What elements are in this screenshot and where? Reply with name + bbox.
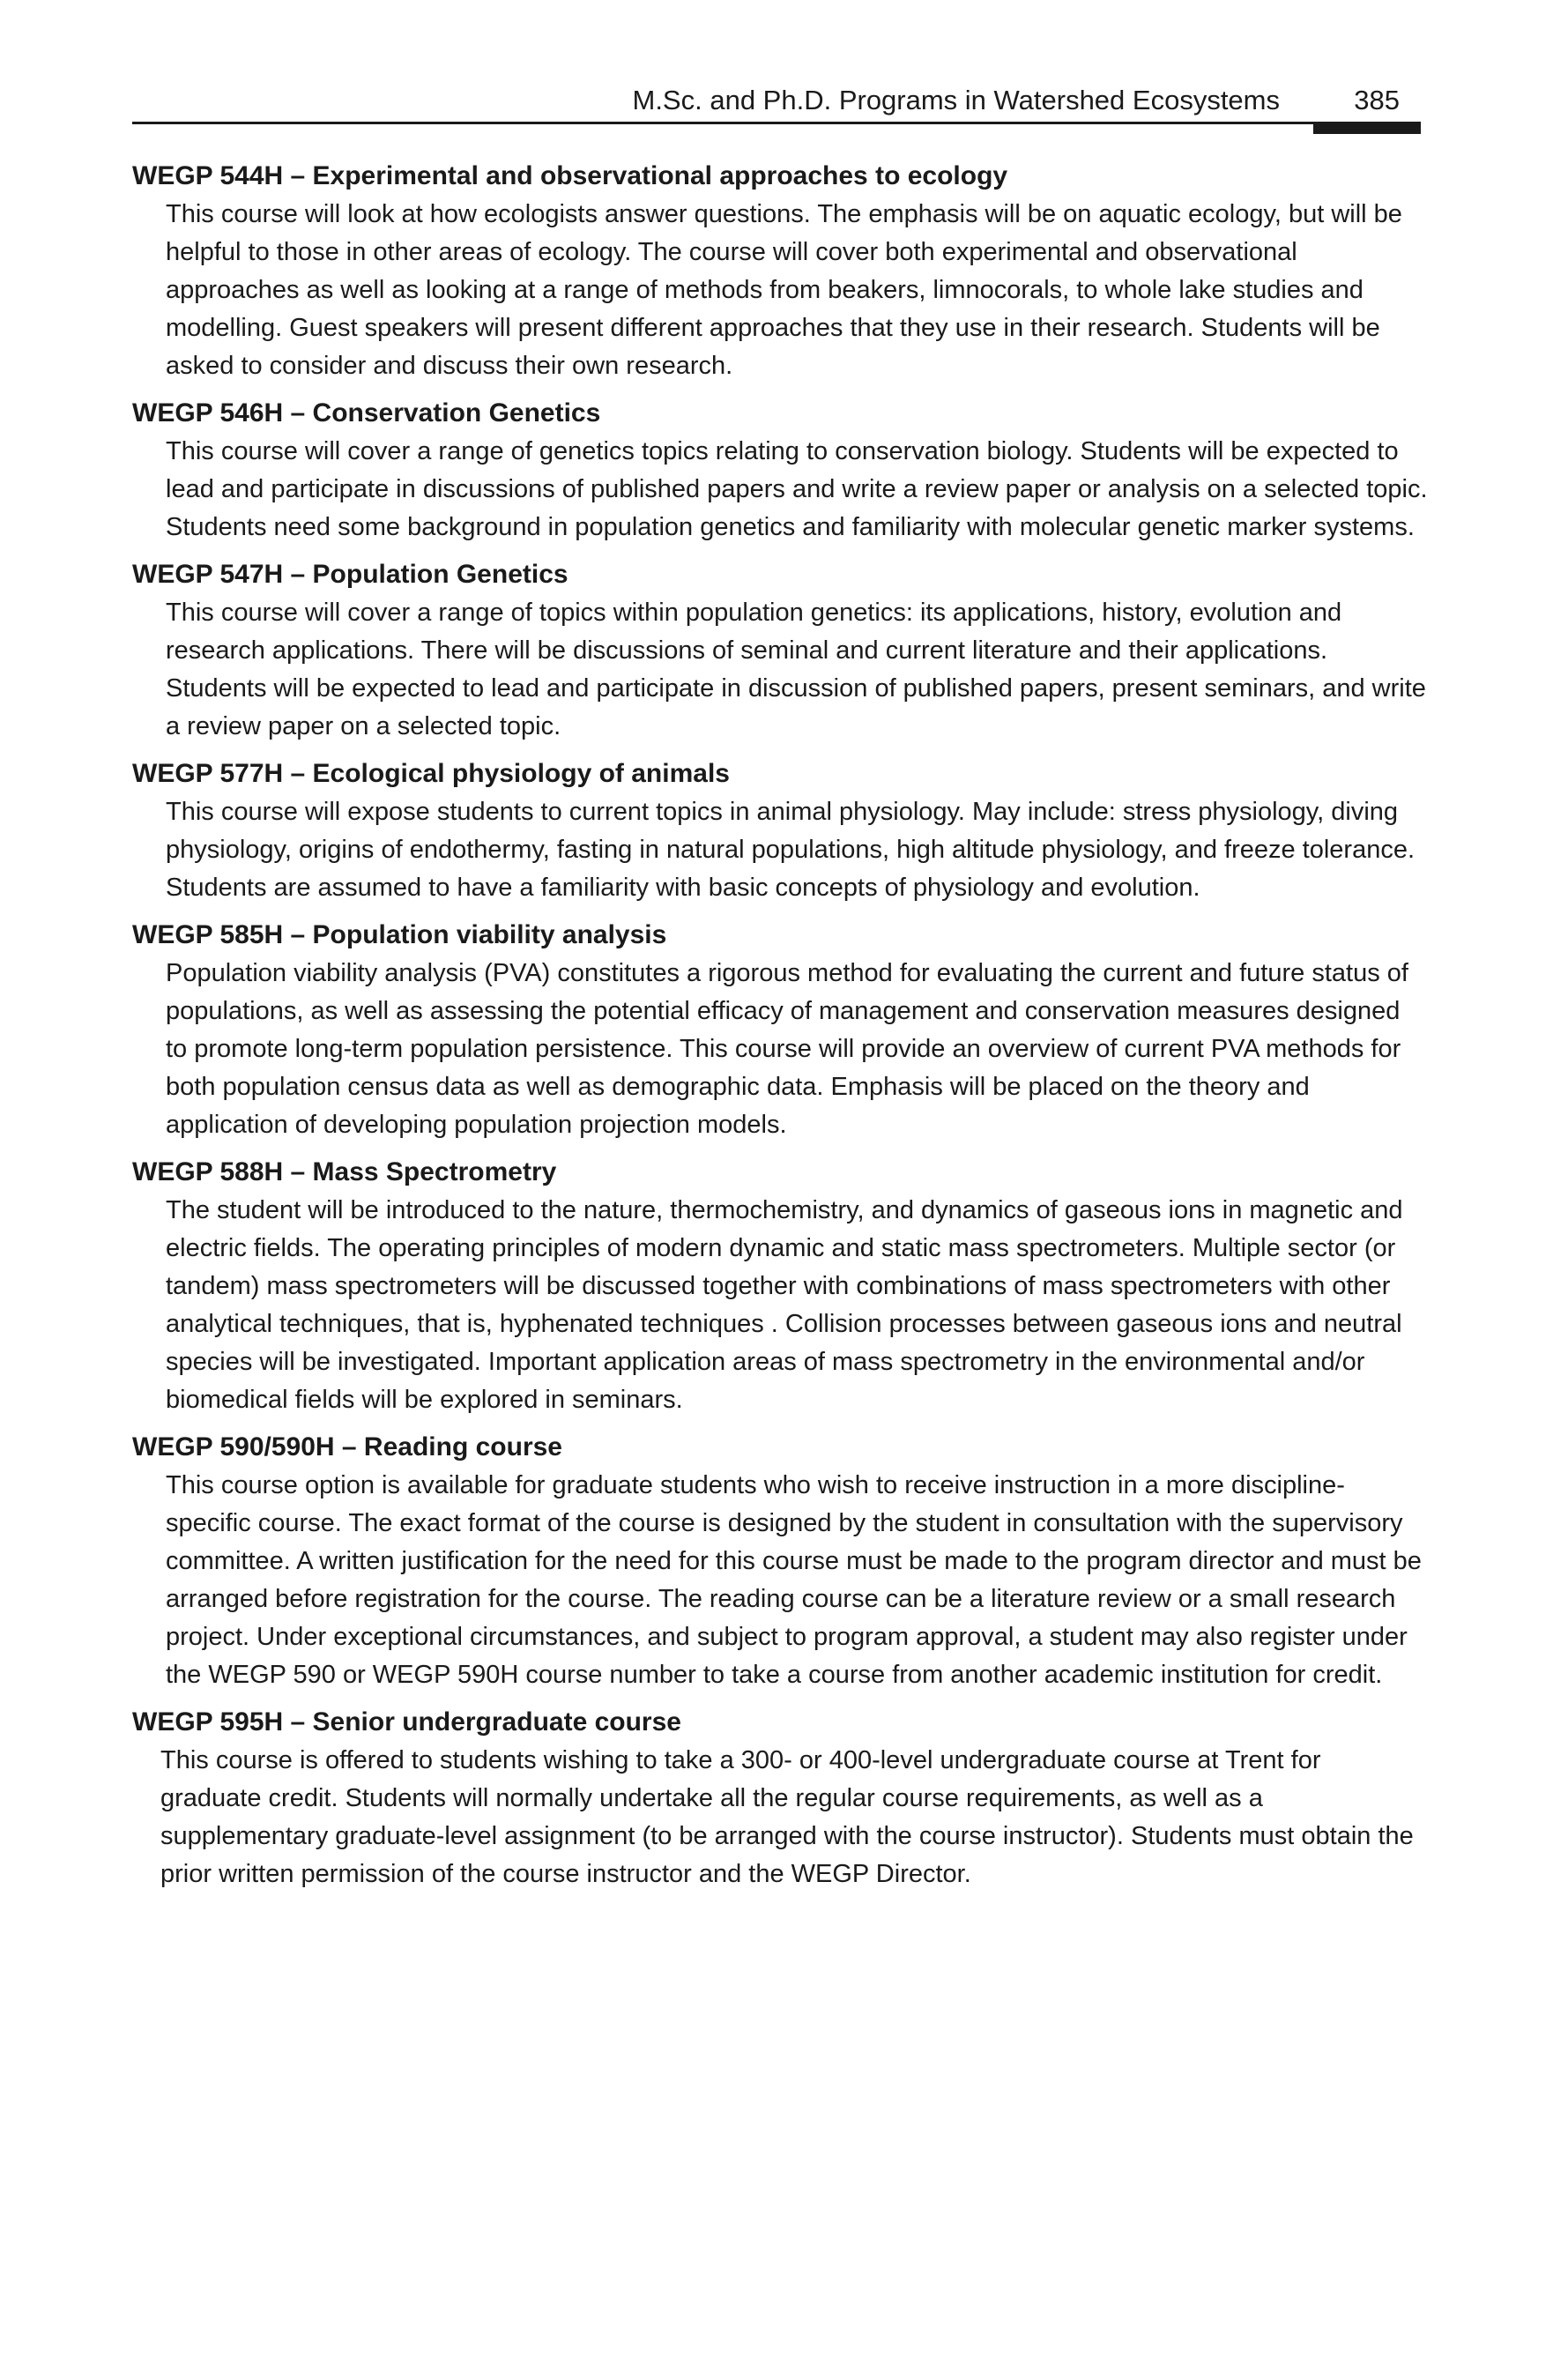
header-rule — [132, 122, 1315, 124]
course-list — [132, 157, 1428, 1902]
running-header — [132, 81, 1421, 125]
course-title: WEGP 547H – Population Genetics — [132, 560, 568, 589]
course-description: This course is offered to students wishing to take a 300- or 400-level undergraduate course at Trent for graduate credit. Students will normally undertake all the regular course requirements, as well as a supplementary graduate-level assignment (to be arranged with the course instructor). Students must obtain the prior written permission of the course instructor and the WEGP Director. — [160, 1746, 1414, 1888]
header-title: M.Sc. and Ph.D. Programs in Watershed Ecosystems — [632, 85, 1280, 115]
course-entry-wegp-585h — [132, 916, 1428, 1144]
course-entry-wegp-577h — [132, 755, 1428, 907]
course-description: This course will cover a range of topics within population genetics: its applications, history, evolution and research applications. There will be discussions of seminal and current literature and their applications. Students will be expected to lead and participate in discussion of published papers, present seminars, and write a review paper on a selected topic. — [166, 599, 1426, 740]
course-title: WEGP 546H – Conservation Genetics — [132, 398, 601, 428]
header-corner-block — [1313, 122, 1421, 134]
course-title: WEGP 588H – Mass Spectrometry — [132, 1157, 557, 1186]
course-description: This course will look at how ecologists answer questions. The emphasis will be on aquatic ecology, but will be helpful to those in other areas of ecology. The course will cover both experimental and observational approaches as well as looking at a range of methods from beakers, limnocorals, to whole lake studies and modelling. Guest speakers will present different approaches that they use in their research. Students will be asked to consider and discuss their own research. — [166, 200, 1402, 380]
page-number: 385 — [1354, 85, 1400, 115]
course-title: WEGP 585H – Population viability analysis — [132, 920, 667, 949]
course-title: WEGP 544H – Experimental and observational approaches to ecology — [132, 161, 1008, 190]
course-entry-wegp-588h — [132, 1153, 1428, 1419]
course-description: This course option is available for graduate students who wish to receive instruction in a more discipline-specific course. The exact format of the course is designed by the student in consultation with the supervisory committee. A written justification for the need for this course must be made to the program director and must be arranged before registration for the course. The reading course can be a literature review or a small research project. Under exceptional circumstances, and subject to program approval, a student may also register under the WEGP 590 or WEGP 590H course number to take a course from another academic institution for credit. — [166, 1471, 1422, 1689]
course-entry-wegp-547h — [132, 555, 1428, 746]
course-title: WEGP 577H – Ecological physiology of animals — [132, 759, 730, 788]
course-entry-wegp-544h — [132, 157, 1428, 385]
course-entry-wegp-595h — [132, 1703, 1428, 1893]
course-description: Population viability analysis (PVA) constitutes a rigorous method for evaluating the current and future status of populations, as well as assessing the potential efficacy of management and conservation measures designed to promote long-term population persistence. This course will provide an overview of current PVA methods for both population census data as well as demographic data. Emphasis will be placed on the theory and application of developing population projection models. — [166, 959, 1408, 1139]
course-entry-wegp-546h — [132, 394, 1428, 547]
course-description: This course will cover a range of genetics topics relating to conservation biology. Students will be expected to lead and participate in discussions of published papers and write a review paper or analysis on a selected topic. Students need some background in population genetics and familiarity with molecular genetic marker systems. — [166, 437, 1428, 541]
course-description: This course will expose students to current topics in animal physiology. May include: stress physiology, diving physiology, origins of endothermy, fasting in natural populations, high altitude physiology, and freeze tolerance. Students are assumed to have a familiarity with basic concepts of physiology and evolution. — [166, 798, 1416, 902]
course-title: WEGP 595H – Senior undergraduate course — [132, 1707, 681, 1737]
course-title: WEGP 590/590H – Reading course — [132, 1432, 562, 1461]
course-entry-wegp-590 — [132, 1428, 1428, 1694]
course-description: The student will be introduced to the nature, thermochemistry, and dynamics of gaseous ions in magnetic and electric fields. The operating principles of modern dynamic and static mass spectrometers. Multiple sector (or tandem) mass spectrometers will be discussed together with combinations of mass spectrometers with other analytical techniques, that is, hyphenated techniques . Collision processes between gaseous ions and neutral species will be investigated. Important application areas of mass spectrometry in the environmental and/or biomedical fields will be explored in seminars. — [166, 1196, 1403, 1414]
